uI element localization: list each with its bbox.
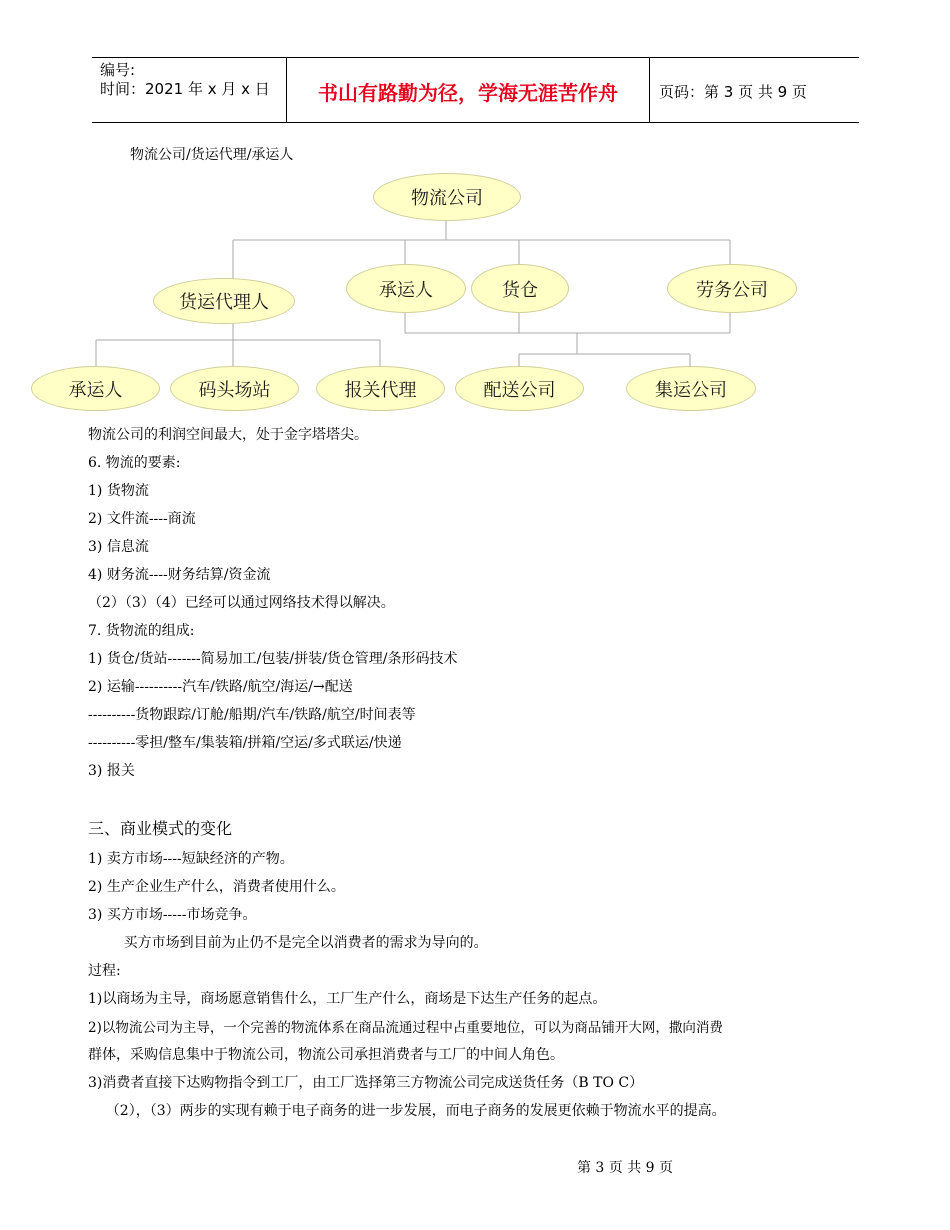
text-line: 群体，采购信息集中于物流公司，物流公司承担消费者与工厂的中间人角色。 <box>88 1047 564 1063</box>
text-line: 2) 文件流----商流 <box>88 511 196 527</box>
diagram-caption: 物流公司/货运代理/承运人 <box>130 147 294 163</box>
node-delivery-company: 配送公司 <box>455 366 584 411</box>
node-carrier-top: 承运人 <box>346 264 466 313</box>
text-line: 2) 生产企业生产什么，消费者使用什么。 <box>88 879 345 895</box>
text-line: 1) 卖方市场----短缺经济的产物。 <box>88 851 294 867</box>
text-line: 3)消费者直接下达购物指令到工厂，由工厂选择第三方物流公司完成送货任务（B TO C） <box>88 1075 644 1091</box>
text-line: （2）（3）（4）已经可以通过网络技术得以解决。 <box>88 595 395 611</box>
header-serial-label: 编号: <box>100 61 136 79</box>
text-line: 4) 财务流----财务结算/资金流 <box>88 567 271 583</box>
text-line: ----------零担/整车/集装箱/拼箱/空运/多式联运/快递 <box>88 735 402 751</box>
page-footer: 第 3 页 共 9 页 <box>576 1160 674 1176</box>
header-motto: 书山有路勤为径，学海无涯苦作舟 <box>318 81 618 105</box>
header-time-label: 时间：2021 年 x 月 x 日 <box>100 80 270 98</box>
text-line: （2），（3）两步的实现有赖于电子商务的进一步发展，而电子商务的发展更依赖于物流水平的提高。 <box>88 1103 726 1119</box>
text-line: ----------货物跟踪/订舱/船期/汽车/铁路/航空/时间表等 <box>88 707 416 723</box>
text-line: 2)以物流公司为主导，一个完善的物流体系在商品流通过程中占重要地位，可以为商品铺开大网，撒向消费 <box>88 1020 723 1036</box>
text-line: 过程: <box>88 963 121 979</box>
text-line: 3) 买方市场-----市场竞争。 <box>88 907 257 923</box>
text-line: 1) 货仓/货站-------简易加工/包装/拼装/货仓管理/条形码技术 <box>88 651 458 667</box>
text-line: 3) 报关 <box>88 763 135 779</box>
node-terminal-yard: 码头场站 <box>170 366 299 411</box>
text-line: 2) 运输----------汽车/铁路/航空/海运/→配送 <box>88 679 353 695</box>
text-line: 7. 货物流的组成: <box>88 623 195 639</box>
node-customs-agent: 报关代理 <box>316 366 445 411</box>
node-warehouse: 货仓 <box>471 264 569 313</box>
node-freight-forwarder: 货运代理人 <box>153 278 295 324</box>
text-line: 3) 信息流 <box>88 539 149 555</box>
text-line: 物流公司的利润空间最大，处于金字塔塔尖。 <box>88 427 368 443</box>
node-consolidation-company: 集运公司 <box>626 366 756 411</box>
text-line: 1) 货物流 <box>88 483 149 499</box>
node-labor-company: 劳务公司 <box>667 264 797 313</box>
header-page-info: 页码：第 3 页 共 9 页 <box>659 83 807 101</box>
text-line: 6. 物流的要素: <box>88 455 181 471</box>
section-heading: 三、商业模式的变化 <box>88 819 233 838</box>
text-line: 1)以商场为主导，商场愿意销售什么，工厂生产什么，商场是下达生产任务的起点。 <box>88 991 607 1007</box>
text-line: 买方市场到目前为止仍不是完全以消费者的需求为导向的。 <box>88 935 488 951</box>
node-logistics-company: 物流公司 <box>373 173 521 221</box>
node-carrier-bottom: 承运人 <box>31 366 160 411</box>
